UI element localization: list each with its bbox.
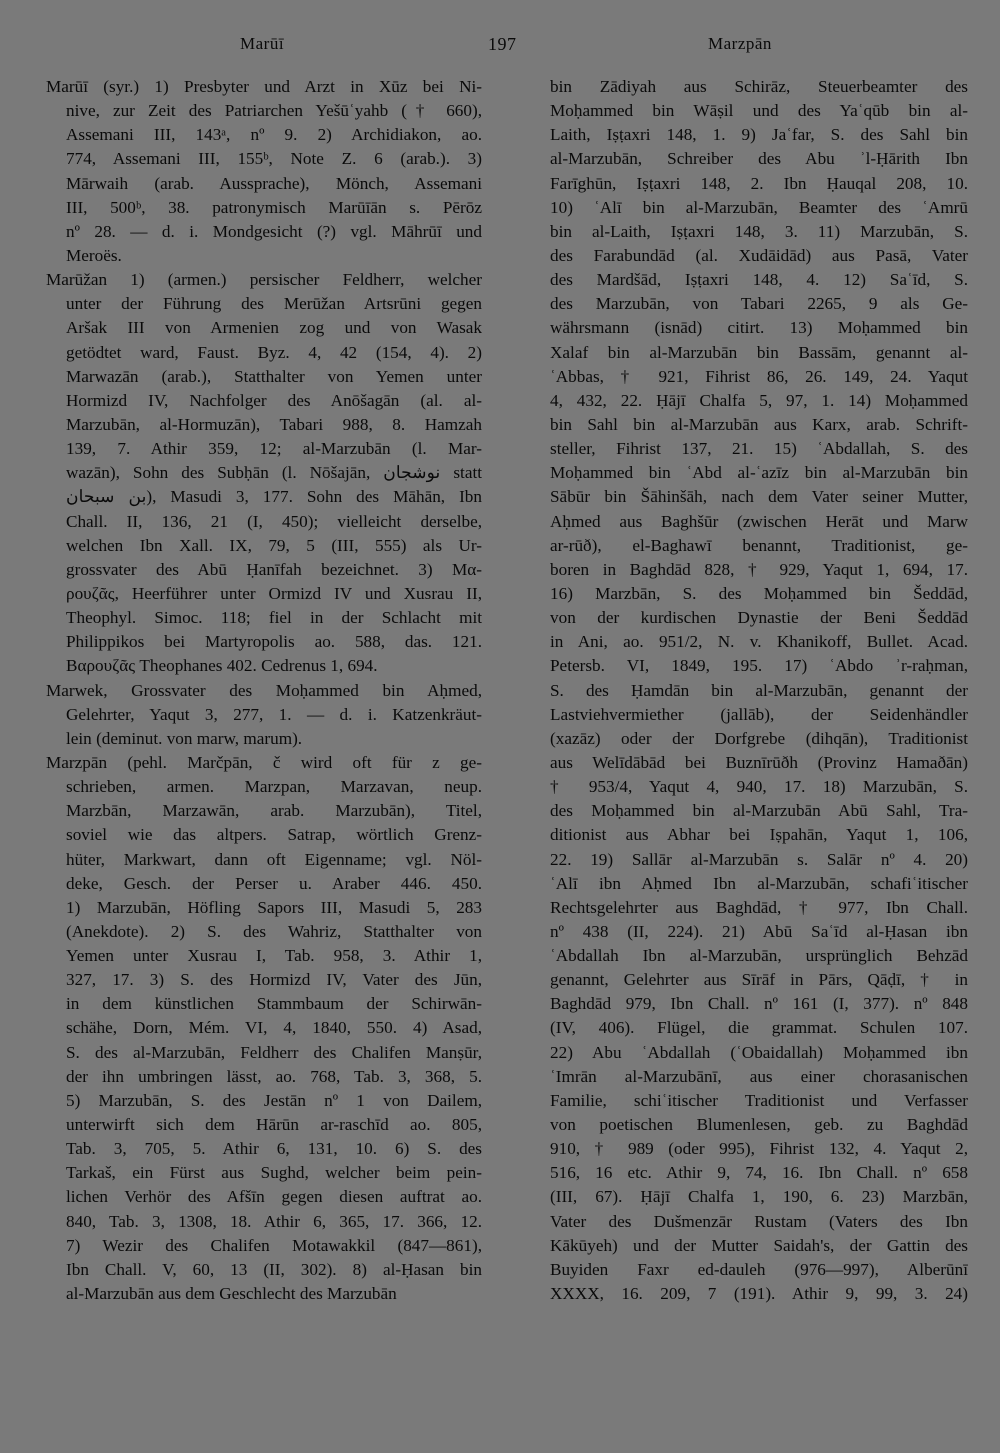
text-line: † 953/4, Yaqut 4, 940, 17. 18) Marzubān, S. <box>550 777 968 797</box>
text-line: schähe, Dorn, Mém. VI, 4, 1840, 550. 4) Asad, <box>66 1018 482 1038</box>
text-line: Meroës. <box>66 245 122 265</box>
text-line: soviel wie das altpers. Satrap, wörtlich Grenz- <box>66 825 482 845</box>
text-line: Familie, schiʿitischer Traditionist und Verfasser <box>550 1090 968 1110</box>
text-line: Tab. 3, 705, 5. Athir 6, 131, 10. 6) S. des <box>66 1139 482 1159</box>
text-line: boren in Baghdād 828, † 929, Yaqut 1, 694, 17. <box>550 559 968 579</box>
text-line: von der kurdischen Dynastie der Beni Šeddād <box>550 608 968 628</box>
text-line: hüter, Markwart, dann oft Eigenname; vgl. Nöl- <box>66 849 482 869</box>
text-line: Petersb. VI, 1849, 195. 17) ʿAbdo ʾr-raḥman, <box>550 656 968 676</box>
text-line: 5) Marzubān, S. des Jestān nº 1 von Dailem, <box>66 1090 482 1110</box>
text-line: Kākūyeh) und der Mutter Saidah's, der Gattin des <box>550 1235 968 1255</box>
text-line: nº 28. — d. i. Mondgesicht (?) vgl. Māhrūī und <box>66 221 482 241</box>
text-line: Tarkaš, ein Fürst aus Sughd, welcher beim pein- <box>66 1163 482 1183</box>
text-line: lichen Verhör des Afšīn gegen diesen auftrat ao. <box>66 1187 482 1207</box>
text-line: XXXX, 16. 209, 7 (191). Athir 9, 99, 3. 24) <box>550 1284 968 1304</box>
text-line: 139, 7. Athir 359, 12; al-Marzubān (l. Mar- <box>66 439 482 459</box>
text-line: Moḥammed bin ʿAbd al-ʿazīz bin al-Marzubān bin <box>550 463 968 483</box>
text-line: بن سبحان), Masudi 3, 177. Sohn des Māhān, Ibn <box>66 487 482 507</box>
text-line: Yemen unter Xusrau I, Tab. 958, 3. Athir 1, <box>66 946 482 966</box>
text-line: Marwazān (arab.), Statthalter von Yemen unter <box>66 366 482 386</box>
text-line: schrieben, armen. Marzpan, Marzavan, neup. <box>66 777 482 797</box>
text-line: (III, 67). Ḥājī Chalfa 1, 190, 6. 23) Marzbān, <box>550 1187 968 1207</box>
text-line: Vater des Dušmenzār Rustam (Vaters des Ibn <box>550 1211 968 1231</box>
text-line: in dem künstlichen Stammbaum der Schirwān- <box>66 994 482 1014</box>
text-line: 4, 432, 22. Ḥājī Chalfa 5, 97, 1. 14) Moḥammed <box>550 390 968 410</box>
text-line: aus Welīdābād bei Buznīrūðh (Provinz Hamaðān) <box>550 752 968 772</box>
text-line: 840, Tab. 3, 1308, 18. Athir 6, 365, 17. 366, 12. <box>66 1211 482 1231</box>
text-line: (xazāz) oder der Dorfgrebe (dihqān), Traditionist <box>550 728 968 748</box>
text-line: Gelehrter, Yaqut 3, 277, 1. — d. i. Katzenkräut- <box>66 704 482 724</box>
page-number: 197 <box>488 34 517 54</box>
text-line: III, 500ᵇ, 38. patronymisch Marūīān s. Pērōz <box>66 197 482 217</box>
text-line: al-Marzubān, Schreiber des Abu ʾl-Ḥārith Ibn <box>550 149 968 169</box>
text-line: Farīghūn, Iṣṭaxri 148, 2. Ibn Ḥauqal 208, 10. <box>550 173 968 193</box>
text-line: Sābūr bin Šāhinšāh, nach dem Vater seiner Mutter, <box>550 487 968 507</box>
text-line: 7) Wezir des Chalifen Motawakkil (847—861), <box>66 1235 482 1255</box>
text-line: (Anekdote). 2) S. des Wahriz, Statthalter von <box>66 921 482 941</box>
text-line: des Mardšād, Iṣṭaxri 148, 4. 12) Saʿīd, S. <box>550 270 968 290</box>
text-line: Philippikos bei Martyropolis ao. 588, das. 121. <box>66 632 482 652</box>
text-line: S. des Ḥamdān bin al-Marzubān, genannt der <box>550 680 968 700</box>
text-line: Rechtsgelehrter aus Baghdād, † 977, Ibn Chall. <box>550 897 968 917</box>
right-column <box>550 75 968 1306</box>
text-line: ar-rūð), el-Baghawī benannt, Traditionist, ge- <box>550 535 968 555</box>
text-line: ʿImrān al-Marzubānī, aus einer chorasanischen <box>550 1066 968 1086</box>
text-line: von poetischen Blumenlesen, geb. zu Baghdād <box>550 1115 968 1135</box>
text-line: deke, Gesch. der Perser u. Araber 446. 450. <box>66 873 482 893</box>
text-line: Assemani III, 143ᵃ, nº 9. 2) Archidiakon, ao. <box>66 125 482 145</box>
text-line: steller, Fihrist 137, 21. 15) ʿAbdallah, S. des <box>550 439 968 459</box>
text-line: währsmann (isnād) citirt. 13) Moḥammed bin <box>550 318 968 338</box>
text-line: wazān), Sohn des Subḥān (l. Nōšajān, نوشجان statt <box>66 463 482 483</box>
text-line: genannt, Gelehrter aus Sīrāf in Pārs, Qāḍī, † in <box>550 970 968 990</box>
text-line: lein (deminut. von marw, marum). <box>66 728 303 748</box>
text-line: Chall. II, 136, 21 (I, 450); vielleicht derselbe, <box>66 511 482 531</box>
text-line: der ihn umbringen lässt, ao. 768, Tab. 3, 368, 5. <box>66 1066 482 1086</box>
text-line: Marwek, Grossvater des Moḥammed bin Aḥmed, <box>46 680 482 700</box>
text-line: 910, † 989 (oder 995), Fihrist 132, 4. Yaqut 2, <box>550 1139 968 1159</box>
text-line: in Ani, ao. 951/2, N. v. Khanikoff, Bullet. Acad. <box>550 632 968 652</box>
text-line: Marūžan 1) (armen.) persischer Feldherr, welcher <box>46 270 482 290</box>
text-line: grossvater des Abū Ḥanīfah bezeichnet. 3) Μα- <box>66 559 482 579</box>
text-line: 516, 16 etc. Athir 9, 74, 16. Ibn Chall. nº 658 <box>550 1163 968 1183</box>
text-line: 22) Abu ʿAbdallah (ʿObaidallah) Moḥammed ibn <box>550 1042 968 1062</box>
text-line: 774, Assemani III, 155ᵇ, Note Z. 6 (arab.). 3) <box>66 149 482 169</box>
text-line: 22. 19) Sallār al-Marzubān s. Salār nº 4. 20) <box>550 849 968 869</box>
text-line: des Marzubān, von Tabari 2265, 9 als Ge- <box>550 294 968 314</box>
text-line: Marūī (syr.) 1) Presbyter und Arzt in Xūz bei Ni- <box>46 77 482 96</box>
text-line: Buyiden Faxr ed-dauleh (976—997), Alberūnī <box>550 1259 968 1279</box>
text-line: nive, zur Zeit des Patriarchen Yešūʿyahb († 660), <box>66 101 482 121</box>
text-line: Marzpān (pehl. Marčpān, č wird oft für z ge- <box>46 752 482 772</box>
text-line: getödtet ward, Faust. Byz. 4, 42 (154, 4). 2) <box>66 342 482 362</box>
left-column <box>46 75 482 1306</box>
text-line: des Farabundād (al. Xudāidād) aus Pasā, Vater <box>550 245 968 265</box>
running-head-left: Marūī <box>240 34 285 53</box>
text-line: welchen Ibn Xall. IX, 79, 5 (III, 555) als Ur- <box>66 535 482 555</box>
text-line: Marzubān, al-Hormuzān), Tabari 988, 8. Hamzah <box>66 414 482 434</box>
text-line: ditionist aus Abhar bei Iṣpahān, Yaqut 1, 106, <box>550 825 968 845</box>
text-line: (IV, 406). Flügel, die grammat. Schulen 107. <box>550 1018 968 1038</box>
text-line: Βαρουζᾶς Theophanes 402. Cedrenus 1, 694. <box>66 656 378 676</box>
text-line: ʿAbdallah Ibn al-Marzubān, ursprünglich Behzād <box>550 946 968 966</box>
text-line: Baghdād 979, Ibn Chall. nº 161 (I, 377). nº 848 <box>550 994 968 1014</box>
text-line: Mārwaih (arab. Aussprache), Mönch, Assemani <box>66 173 482 193</box>
text-line: bin al-Laith, Iṣṭaxri 148, 3. 11) Marzubān, S. <box>550 221 968 241</box>
text-line: Xalaf bin al-Marzubān bin Bassām, genannt al- <box>550 342 968 362</box>
text-line: bin Sahl bin al-Marzubān aus Karx, arab. Schrift- <box>550 414 968 434</box>
text-line: ʿAbbas, † 921, Fihrist 86, 26. 149, 24. Yaqut <box>550 366 968 386</box>
text-line: Moḥammed bin Wāṣil und des Yaʿqūb bin al- <box>550 101 968 121</box>
text-line: unterwirft sich dem Hārūn ar-raschīd ao. 805, <box>66 1115 482 1135</box>
text-line: al-Marzubān aus dem Geschlecht des Marzubān <box>66 1284 397 1304</box>
text-line: Hormizd IV, Nachfolger des Anōšagān (al. al- <box>66 390 482 410</box>
text-line: Lastviehvermiether (jallāb), der Seidenhändler <box>550 704 968 724</box>
text-line: Theophyl. Simoc. 118; fiel in der Schlacht mit <box>66 608 482 628</box>
text-line: 10) ʿAlī bin al-Marzubān, Beamter des ʿAmrū <box>550 197 968 217</box>
text-line: S. des al-Marzubān, Feldherr des Chalifen Manṣūr, <box>66 1042 482 1062</box>
text-line: 327, 17. 3) S. des Hormizd IV, Vater des Jūn, <box>66 970 482 990</box>
text-line: Marzbān, Marzawān, arab. Marzubān), Titel, <box>66 801 482 821</box>
text-line: Aršak III von Armenien zog und von Wasak <box>66 318 482 338</box>
text-line: 1) Marzubān, Höfling Sapors III, Masudi 5, 283 <box>66 897 482 917</box>
page-header <box>0 34 1000 58</box>
running-head-right: Marzpān <box>708 34 772 53</box>
text-line: Aḥmed aus Baghšūr (zwischen Herāt und Marw <box>550 511 968 531</box>
text-line: Laith, Iṣṭaxri 148, 1. 9) Jaʿfar, S. des Sahl bin <box>550 125 968 145</box>
text-line: des Moḥammed bin al-Marzubān Abū Sahl, Tra- <box>550 801 968 821</box>
text-line: unter der Führung des Merūžan Artsrūni gegen <box>66 294 482 314</box>
text-line: ρουζᾶς, Heerführer unter Ormizd IV und Xusrau II, <box>66 583 482 603</box>
text-line: bin Zādiyah aus Schirāz, Steuerbeamter des <box>550 77 968 96</box>
text-line: Ibn Chall. V, 60, 13 (II, 302). 8) al-Ḥasan bin <box>66 1259 482 1279</box>
text-line: 16) Marzbān, S. des Moḥammed bin Šeddād, <box>550 583 968 603</box>
text-line: nº 438 (II, 224). 21) Abū Saʿīd al-Ḥasan ibn <box>550 921 968 941</box>
text-line: ʿAlī ibn Aḥmed Ibn al-Marzubān, schafiʿitischer <box>550 873 968 893</box>
